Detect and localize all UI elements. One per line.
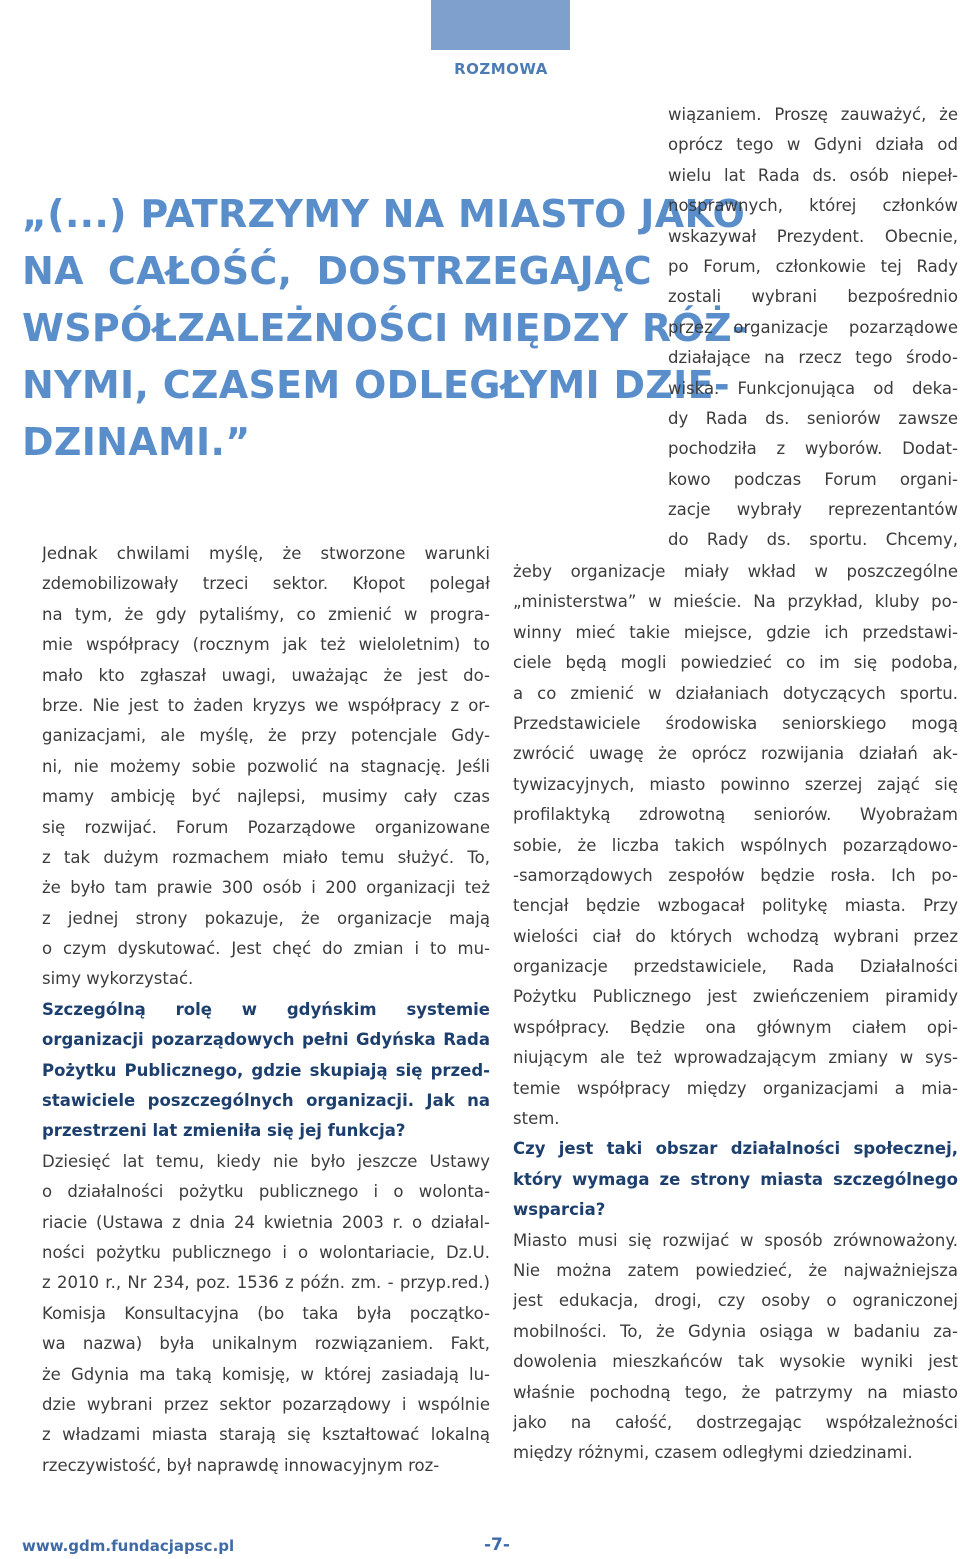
text-line: zostali wybrani bezpośrednio [668, 287, 958, 307]
text-line: o działalności pożytku publicznego i o wolonta- [42, 1182, 490, 1202]
text-line: z 2010 r., Nr 234, poz. 1536 z późn. zm. - przyp.red.) [42, 1273, 490, 1293]
text-line: wiązaniem. Proszę zauważyć, że [668, 105, 958, 124]
text-line: wielości ciał do których wchodzą wybrani przez [513, 926, 958, 946]
pull-quote-line: DZINAMI.” [22, 420, 251, 464]
text-line: współpracy. Będzie ona głównym ciałem opi- [513, 1017, 958, 1037]
text-line: simy wykorzystać. [42, 969, 194, 989]
text-line: po Forum, członkowie tej Rady [668, 256, 958, 276]
text-line: nosprawnych, której członków [668, 196, 958, 216]
text-line: tencjał będzie wzbogacał politykę miasta. Przy [513, 896, 958, 916]
text-line: właśnie pochodną tego, że patrzymy na miasto [513, 1382, 958, 1402]
text-line: oprócz tego w Gdyni działa od [668, 135, 958, 155]
text-line: Komisja Konsultacyjna (bo taka była początko- [42, 1303, 490, 1323]
text-line: Nie można zatem powiedzieć, że najważniejsza [513, 1260, 958, 1280]
text-line: z tak dużym rozmachem miało temu służyć. To, [42, 847, 490, 867]
text-line: dowolenia mieszkańców tak wysokie wyniki jest [513, 1352, 958, 1372]
text-line: temie współpracy między organizacjami a mia- [513, 1078, 958, 1098]
text-line: zwrócić uwagę że oprócz rozwijania działań ak- [513, 744, 958, 764]
text-line: wa nazwa) była unikalnym rozwiązaniem. Fakt, [42, 1334, 490, 1354]
section-label: ROZMOWA [454, 60, 548, 78]
text-line: Przedstawiciele środowiska seniorskiego mogą [513, 713, 958, 733]
text-line: który wymaga ze strony miasta szczególnego [513, 1169, 958, 1189]
text-line: Dziesięć lat temu, kiedy nie było jeszcze Ustawy [42, 1151, 490, 1171]
header-tab [431, 0, 570, 50]
text-line: Jednak chwilami myślę, że stworzone warunki [42, 544, 490, 563]
text-line: zdemobilizowały trzeci sektor. Kłopot polegał [42, 574, 490, 594]
text-line: winny mieć takie miejsce, gdzie ich przedstawi- [513, 622, 958, 642]
text-line: stawiciele poszczególnych organizacji. Jak na [42, 1091, 490, 1111]
text-line: Szczególną rolę w gdyńskim systemie [42, 999, 490, 1019]
text-line: wielu lat Rada ds. osób niepeł- [668, 165, 958, 185]
right-column-bottom [513, 557, 958, 1469]
text-line: „ministerstwa” w mieście. Na przykład, kluby po- [513, 592, 958, 612]
text-line: mamy ambicję być najlepsi, musimy cały czas [42, 787, 490, 807]
text-line: między różnymi, czasem odległymi dziedzinami. [513, 1443, 913, 1463]
pull-quote-line: „(...) PATRZYMY NA MIASTO JAKO [22, 192, 746, 236]
text-line: wskazywał Prezydent. Obecnie, [668, 226, 958, 246]
text-line: wsparcia? [513, 1200, 606, 1220]
text-line: tywizacyjnych, miasto powinno szerzej zająć się [513, 774, 958, 794]
text-line: z władzami miasta starają się kształtować lokalną [42, 1425, 490, 1445]
text-line: że było tam prawie 300 osób i 200 organizacji też [42, 878, 490, 898]
footer-url-link[interactable]: www.gdm.fundacjapsc.pl [22, 1537, 235, 1555]
text-line: stem. [513, 1109, 560, 1129]
text-line: -samorządowych zespołów będzie rosła. Ich po- [513, 865, 958, 885]
text-line: ni, nie możemy sobie pozwolić na stagnację. Jeśli [42, 756, 490, 776]
text-line: dzie wybrani przez sektor pozarządowy i wspólnie [42, 1394, 490, 1414]
text-line: mie współpracy (rocznym jak też wieloletnim) to [42, 635, 490, 655]
text-line: wiska. Funkcjonująca od deka- [668, 378, 958, 398]
pull-quote [22, 186, 748, 471]
text-line: do Rady ds. sportu. Chcemy, [668, 530, 958, 550]
text-line: z jednej strony pokazuje, że organizacje mają [42, 908, 490, 928]
text-line: przez organizacje pozarządowe [668, 317, 958, 337]
text-line: sobie, że liczba takich wspólnych pozarządowo- [513, 835, 958, 855]
text-line: brze. Nie jest to żaden kryzys we współpracy z or- [42, 695, 490, 715]
text-line: kowo podczas Forum organi- [668, 469, 958, 489]
text-line: zacje wybrały reprezentantów [668, 500, 958, 520]
page-number: -7- [484, 1535, 510, 1555]
text-line: ciele będą mogli powiedzieć co im się podoba, [513, 653, 958, 673]
text-line: a co zmienić w działaniach dotyczących sportu. [513, 683, 958, 703]
text-line: jest edukacja, drogi, czy osoby o ograniczonej [513, 1291, 958, 1311]
text-line: działające na rzecz tego środo- [668, 348, 958, 368]
text-line: ności pożytku publicznego i o wolontariacie, Dz.U. [42, 1242, 490, 1262]
text-line: niującym ale też wprowadzającym zmiany w sys- [513, 1048, 958, 1068]
text-line: organizacje przedstawiciele, Rada Działalności [513, 957, 958, 977]
text-line: jako na całość, dostrzegając współzależności [513, 1412, 958, 1432]
text-line: się rozwijać. Forum Pozarządowe organizowane [42, 817, 490, 837]
text-line: na tym, że gdy pytaliśmy, co zmienić w progra- [42, 604, 490, 624]
text-line: mobilności. To, że Gdynia osiąga w badaniu za- [513, 1321, 958, 1341]
pull-quote-line: WSPÓŁZALEŻNOŚCI MIĘDZY RÓŻ- [22, 306, 748, 350]
text-line: Pożytku Publicznego, gdzie skupiają się przed- [42, 1060, 490, 1080]
right-column-top [668, 100, 958, 556]
text-line: dy Rada ds. seniorów zawsze [668, 408, 958, 428]
text-line: przestrzeni lat zmieniła się jej funkcja? [42, 1121, 406, 1141]
text-line: pochodziła z wyborów. Dodat- [668, 439, 958, 459]
text-line: ganizacjami, ale myślę, że przy potencjale Gdy- [42, 726, 490, 746]
left-column [42, 539, 490, 1481]
text-line: Czy jest taki obszar działalności społecznej, [513, 1139, 958, 1159]
text-line: mało kto zgłaszał uwagi, uważając że jest do- [42, 665, 490, 685]
pull-quote-line: NYMI, CZASEM ODLEGŁYMI DZIE- [22, 363, 730, 407]
text-line: o czym dyskutować. Jest chęć do zmian i to mu- [42, 939, 490, 959]
pull-quote-line: NA CAŁOŚĆ, DOSTRZEGAJĄC [22, 249, 652, 293]
text-line: rzeczywistość, był naprawdę innowacyjnym roz- [42, 1455, 440, 1475]
text-line: Pożytku Publicznego jest zwieńczeniem piramidy [513, 987, 958, 1007]
text-line: żeby organizacje miały wkład w poszczególne [513, 562, 958, 581]
text-line: riacie (Ustawa z dnia 24 kwietnia 2003 r. o działal- [42, 1212, 490, 1232]
text-line: organizacji pozarządowych pełni Gdyńska Rada [42, 1030, 490, 1050]
text-line: profilaktyką zdrowotną seniorów. Wyobrażam [513, 805, 958, 825]
text-line: że Gdynia ma taką komisję, w której zasiadają lu- [42, 1364, 490, 1384]
text-line: Miasto musi się rozwijać w sposób zrównoważony. [513, 1230, 958, 1250]
